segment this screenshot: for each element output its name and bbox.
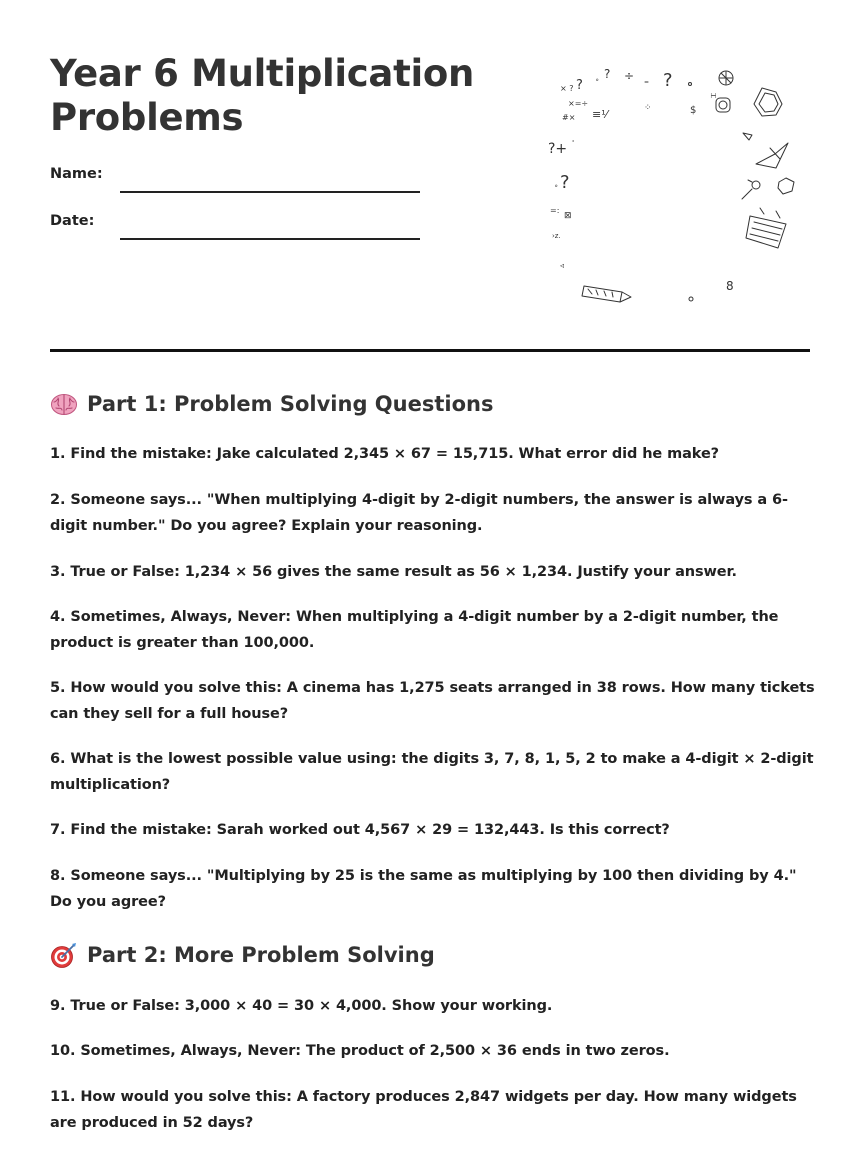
section-heading-part-2 <box>50 941 435 969</box>
name-field <box>50 166 420 182</box>
question-2: 2. Someone says... "When multiplying 4-digit by 2-digit numbers, the answer is always a 6-digit number." Do you agree? Explain your reasoning. <box>50 492 788 534</box>
date-line[interactable] <box>120 238 420 240</box>
question-5: 5. How would you solve this: A cinema has 1,275 seats arranged in 38 rows. How many tickets can they sell for a full house? <box>50 680 815 722</box>
title-line-1: Year 6 Multiplication <box>50 52 475 95</box>
date-label: Date: <box>50 213 95 229</box>
question-3: 3. True or False: 1,234 × 56 gives the same result as 56 × 1,234. Justify your answer. <box>50 564 737 580</box>
svg-text:∘: ∘ <box>554 182 559 190</box>
svg-text:8: 8 <box>726 279 734 293</box>
page-title <box>50 52 474 140</box>
svg-text:⊠: ⊠ <box>564 211 572 221</box>
question-10: 10. Sometimes, Always, Never: The product of 2,500 × 36 ends in two zeros. <box>50 1043 670 1059</box>
question-6: 6. What is the lowest possible value using: the digits 3, 7, 8, 1, 5, 2 to make a 4-digit × 2-digit multiplication? <box>50 751 814 793</box>
name-line[interactable] <box>120 191 420 193</box>
svg-text:°: ° <box>572 140 575 146</box>
question-9: 9. True or False: 3,000 × 40 = 30 × 4,000. Show your working. <box>50 998 553 1014</box>
target-icon <box>50 941 78 969</box>
svg-text:÷: ÷ <box>624 69 635 83</box>
question-1: 1. Find the mistake: Jake calculated 2,345 × 67 = 15,715. What error did he make? <box>50 446 719 462</box>
question-8: 8. Someone says... "Multiplying by 25 is the same as multiplying by 100 then dividing by 4." Do you agree? <box>50 868 797 910</box>
svg-text:#×: #× <box>562 113 576 122</box>
svg-text:×=÷: ×=÷ <box>568 99 589 108</box>
question-4: 4. Sometimes, Always, Never: When multiplying a 4-digit number by a 2-digit number, the product is greater than 100,000. <box>50 609 779 651</box>
svg-text:∺: ∺ <box>710 91 717 100</box>
svg-text:∘: ∘ <box>595 76 600 84</box>
svg-text:=:: =: <box>550 206 560 215</box>
svg-text:?: ? <box>604 67 611 81</box>
question-7: 7. Find the mistake: Sarah worked out 4,567 × 29 = 132,443. Is this correct? <box>50 822 670 838</box>
svg-text:›z.: ›z. <box>552 232 561 240</box>
brain-icon <box>50 390 78 418</box>
svg-text:=: = <box>644 79 650 86</box>
svg-text:≡⅟: ≡⅟ <box>592 108 608 121</box>
math-doodle-icon <box>540 58 800 308</box>
svg-text:?: ? <box>663 70 673 91</box>
svg-text:?+: ?+ <box>548 141 568 157</box>
question-11: 11. How would you solve this: A factory produces 2,847 widgets per day. How many widgets are produced in 52 days? <box>50 1089 797 1131</box>
name-label: Name: <box>50 166 103 182</box>
svg-text:◃: ◃ <box>560 261 565 270</box>
section-heading-part-1 <box>50 390 493 418</box>
svg-text:$: $ <box>690 105 697 116</box>
section-heading-text: Part 2: More Problem Solving <box>87 943 435 967</box>
section-heading-text: Part 1: Problem Solving Questions <box>87 392 494 416</box>
svg-text:⁘: ⁘ <box>644 103 652 113</box>
title-line-2: Problems <box>50 96 244 139</box>
svg-text:× ?: × ? <box>560 84 574 93</box>
svg-text:?: ? <box>560 172 570 193</box>
header-divider <box>50 349 810 352</box>
svg-text:?: ? <box>576 78 583 93</box>
date-field <box>50 213 420 229</box>
